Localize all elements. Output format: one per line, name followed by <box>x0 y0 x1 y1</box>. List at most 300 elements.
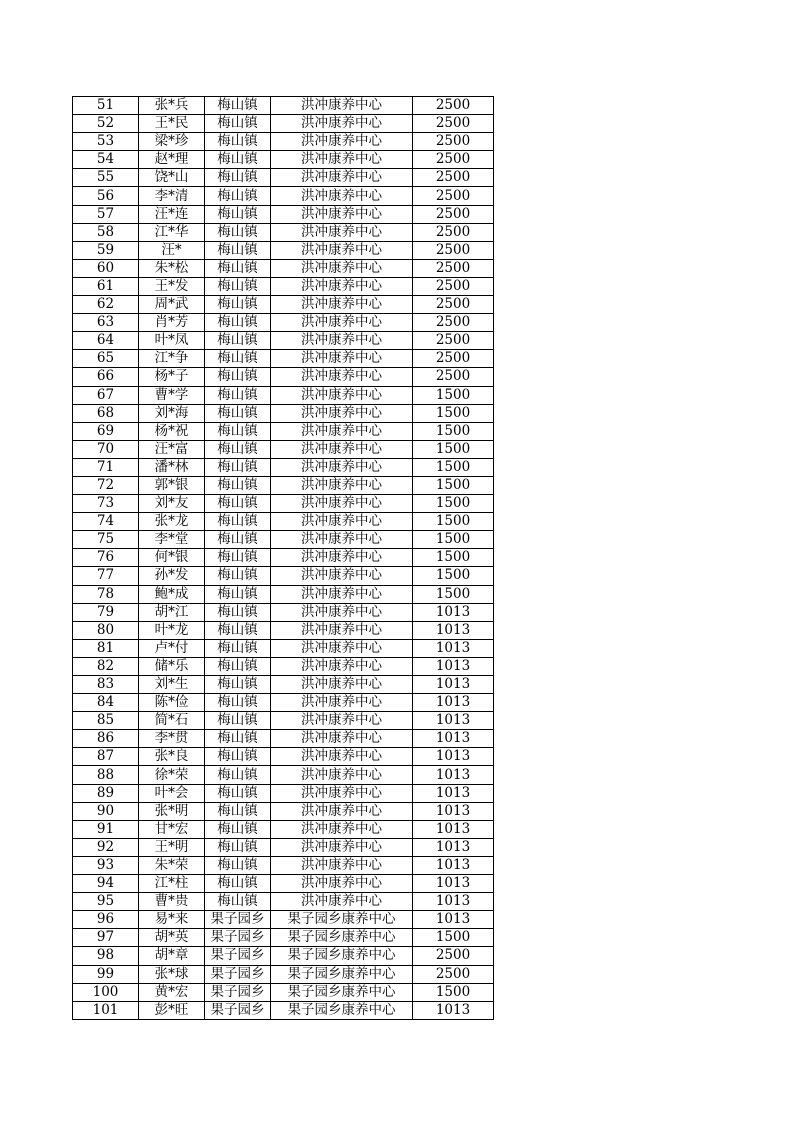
row-number-cell: 94 <box>73 875 139 893</box>
table-row <box>73 603 494 621</box>
table-row <box>73 531 494 549</box>
town-cell: 梅山镇 <box>205 513 271 531</box>
table-row <box>73 205 494 223</box>
row-number-cell: 70 <box>73 440 139 458</box>
table-row <box>73 712 494 730</box>
care-center-cell: 洪冲康养中心 <box>271 513 413 531</box>
name-cell: 叶*会 <box>139 784 205 802</box>
care-center-cell: 洪冲康养中心 <box>271 730 413 748</box>
amount-cell: 1500 <box>413 422 494 440</box>
row-number-cell: 73 <box>73 495 139 513</box>
care-center-cell: 洪冲康养中心 <box>271 820 413 838</box>
care-center-cell: 洪冲康养中心 <box>271 440 413 458</box>
table-row <box>73 748 494 766</box>
amount-cell: 2500 <box>413 151 494 169</box>
care-center-cell: 洪冲康养中心 <box>271 784 413 802</box>
table-row <box>73 187 494 205</box>
table-row <box>73 947 494 965</box>
name-cell: 简*石 <box>139 712 205 730</box>
table-row <box>73 332 494 350</box>
table-row <box>73 368 494 386</box>
town-cell: 梅山镇 <box>205 440 271 458</box>
table-row <box>73 929 494 947</box>
row-number-cell: 82 <box>73 657 139 675</box>
name-cell: 叶*龙 <box>139 621 205 639</box>
row-number-cell: 59 <box>73 241 139 259</box>
name-cell: 肖*芳 <box>139 314 205 332</box>
name-cell: 刘*海 <box>139 404 205 422</box>
row-number-cell: 75 <box>73 531 139 549</box>
row-number-cell: 78 <box>73 585 139 603</box>
amount-cell: 2500 <box>413 223 494 241</box>
row-number-cell: 60 <box>73 259 139 277</box>
town-cell: 梅山镇 <box>205 694 271 712</box>
row-number-cell: 53 <box>73 133 139 151</box>
name-cell: 卢*付 <box>139 639 205 657</box>
table-row <box>73 875 494 893</box>
care-center-cell: 洪冲康养中心 <box>271 205 413 223</box>
table-row <box>73 133 494 151</box>
table-row <box>73 585 494 603</box>
amount-cell: 1013 <box>413 802 494 820</box>
row-number-cell: 85 <box>73 712 139 730</box>
care-center-cell: 洪冲康养中心 <box>271 151 413 169</box>
town-cell: 梅山镇 <box>205 549 271 567</box>
amount-cell: 2500 <box>413 314 494 332</box>
care-center-cell: 洪冲康养中心 <box>271 458 413 476</box>
amount-cell: 1013 <box>413 838 494 856</box>
amount-cell: 1500 <box>413 567 494 585</box>
care-center-cell: 果子园乡康养中心 <box>271 947 413 965</box>
table-row <box>73 259 494 277</box>
table-row <box>73 1001 494 1019</box>
table-row <box>73 838 494 856</box>
care-center-cell: 洪冲康养中心 <box>271 603 413 621</box>
town-cell: 梅山镇 <box>205 639 271 657</box>
row-number-cell: 71 <box>73 458 139 476</box>
town-cell: 梅山镇 <box>205 585 271 603</box>
care-center-cell: 洪冲康养中心 <box>271 495 413 513</box>
name-cell: 易*来 <box>139 911 205 929</box>
name-cell: 曹*学 <box>139 386 205 404</box>
name-cell: 赵*理 <box>139 151 205 169</box>
care-center-cell: 洪冲康养中心 <box>271 549 413 567</box>
care-center-cell: 洪冲康养中心 <box>271 404 413 422</box>
table-row <box>73 422 494 440</box>
name-cell: 李*贯 <box>139 730 205 748</box>
amount-cell: 2500 <box>413 97 494 115</box>
town-cell: 梅山镇 <box>205 296 271 314</box>
table-row <box>73 621 494 639</box>
amount-cell: 2500 <box>413 115 494 133</box>
amount-cell: 2500 <box>413 368 494 386</box>
care-center-cell: 洪冲康养中心 <box>271 585 413 603</box>
row-number-cell: 61 <box>73 277 139 295</box>
row-number-cell: 86 <box>73 730 139 748</box>
row-number-cell: 68 <box>73 404 139 422</box>
table-row <box>73 386 494 404</box>
care-center-cell: 洪冲康养中心 <box>271 187 413 205</box>
row-number-cell: 96 <box>73 911 139 929</box>
amount-cell: 1500 <box>413 458 494 476</box>
table-row <box>73 476 494 494</box>
care-center-cell: 洪冲康养中心 <box>271 277 413 295</box>
name-cell: 曹*贵 <box>139 893 205 911</box>
town-cell: 梅山镇 <box>205 766 271 784</box>
town-cell: 梅山镇 <box>205 115 271 133</box>
care-center-cell: 洪冲康养中心 <box>271 712 413 730</box>
row-number-cell: 100 <box>73 983 139 1001</box>
table-row <box>73 730 494 748</box>
row-number-cell: 98 <box>73 947 139 965</box>
name-cell: 王*民 <box>139 115 205 133</box>
care-center-cell: 果子园乡康养中心 <box>271 965 413 983</box>
town-cell: 梅山镇 <box>205 730 271 748</box>
table-row <box>73 314 494 332</box>
name-cell: 江*争 <box>139 350 205 368</box>
table-row <box>73 549 494 567</box>
name-cell: 张*良 <box>139 748 205 766</box>
name-cell: 饶*山 <box>139 169 205 187</box>
care-center-cell: 洪冲康养中心 <box>271 350 413 368</box>
amount-cell: 1013 <box>413 621 494 639</box>
town-cell: 梅山镇 <box>205 820 271 838</box>
name-cell: 王*发 <box>139 277 205 295</box>
town-cell: 梅山镇 <box>205 223 271 241</box>
row-number-cell: 55 <box>73 169 139 187</box>
town-cell: 果子园乡 <box>205 911 271 929</box>
row-number-cell: 66 <box>73 368 139 386</box>
name-cell: 彭*旺 <box>139 1001 205 1019</box>
name-cell: 叶*凤 <box>139 332 205 350</box>
town-cell: 梅山镇 <box>205 386 271 404</box>
table-row <box>73 567 494 585</box>
amount-cell: 1500 <box>413 549 494 567</box>
name-cell: 梁*珍 <box>139 133 205 151</box>
town-cell: 梅山镇 <box>205 133 271 151</box>
town-cell: 果子园乡 <box>205 965 271 983</box>
name-cell: 刘*生 <box>139 676 205 694</box>
amount-cell: 2500 <box>413 241 494 259</box>
row-number-cell: 93 <box>73 856 139 874</box>
amount-cell: 1013 <box>413 820 494 838</box>
table-row <box>73 115 494 133</box>
town-cell: 梅山镇 <box>205 277 271 295</box>
care-center-cell: 洪冲康养中心 <box>271 838 413 856</box>
care-center-cell: 洪冲康养中心 <box>271 657 413 675</box>
row-number-cell: 51 <box>73 97 139 115</box>
town-cell: 梅山镇 <box>205 657 271 675</box>
amount-cell: 1013 <box>413 712 494 730</box>
name-cell: 杨*子 <box>139 368 205 386</box>
care-center-cell: 果子园乡康养中心 <box>271 983 413 1001</box>
row-number-cell: 84 <box>73 694 139 712</box>
amount-cell: 1500 <box>413 929 494 947</box>
amount-cell: 1013 <box>413 603 494 621</box>
name-cell: 周*武 <box>139 296 205 314</box>
row-number-cell: 97 <box>73 929 139 947</box>
amount-cell: 2500 <box>413 259 494 277</box>
town-cell: 梅山镇 <box>205 893 271 911</box>
name-cell: 何*银 <box>139 549 205 567</box>
care-center-cell: 洪冲康养中心 <box>271 875 413 893</box>
row-number-cell: 91 <box>73 820 139 838</box>
amount-cell: 1500 <box>413 386 494 404</box>
amount-cell: 1013 <box>413 875 494 893</box>
amount-cell: 1500 <box>413 495 494 513</box>
table-row <box>73 766 494 784</box>
amount-cell: 1013 <box>413 766 494 784</box>
town-cell: 梅山镇 <box>205 838 271 856</box>
roster-table <box>72 96 494 1020</box>
row-number-cell: 74 <box>73 513 139 531</box>
care-center-cell: 洪冲康养中心 <box>271 531 413 549</box>
town-cell: 梅山镇 <box>205 151 271 169</box>
name-cell: 刘*友 <box>139 495 205 513</box>
care-center-cell: 洪冲康养中心 <box>271 169 413 187</box>
amount-cell: 2500 <box>413 965 494 983</box>
amount-cell: 1013 <box>413 676 494 694</box>
care-center-cell: 果子园乡康养中心 <box>271 929 413 947</box>
town-cell: 梅山镇 <box>205 332 271 350</box>
town-cell: 梅山镇 <box>205 531 271 549</box>
row-number-cell: 76 <box>73 549 139 567</box>
row-number-cell: 72 <box>73 476 139 494</box>
amount-cell: 1500 <box>413 513 494 531</box>
table-row <box>73 820 494 838</box>
row-number-cell: 52 <box>73 115 139 133</box>
name-cell: 江*柱 <box>139 875 205 893</box>
amount-cell: 2500 <box>413 187 494 205</box>
town-cell: 梅山镇 <box>205 205 271 223</box>
care-center-cell: 洪冲康养中心 <box>271 97 413 115</box>
amount-cell: 1500 <box>413 585 494 603</box>
name-cell: 孙*发 <box>139 567 205 585</box>
care-center-cell: 洪冲康养中心 <box>271 567 413 585</box>
row-number-cell: 92 <box>73 838 139 856</box>
town-cell: 梅山镇 <box>205 187 271 205</box>
town-cell: 梅山镇 <box>205 603 271 621</box>
amount-cell: 1013 <box>413 911 494 929</box>
table-row <box>73 893 494 911</box>
care-center-cell: 果子园乡康养中心 <box>271 1001 413 1019</box>
row-number-cell: 88 <box>73 766 139 784</box>
town-cell: 梅山镇 <box>205 241 271 259</box>
amount-cell: 2500 <box>413 205 494 223</box>
row-number-cell: 57 <box>73 205 139 223</box>
table-row <box>73 784 494 802</box>
amount-cell: 1013 <box>413 893 494 911</box>
care-center-cell: 洪冲康养中心 <box>271 115 413 133</box>
table-row <box>73 639 494 657</box>
amount-cell: 1013 <box>413 748 494 766</box>
row-number-cell: 95 <box>73 893 139 911</box>
care-center-cell: 洪冲康养中心 <box>271 133 413 151</box>
row-number-cell: 69 <box>73 422 139 440</box>
name-cell: 黄*宏 <box>139 983 205 1001</box>
town-cell: 梅山镇 <box>205 802 271 820</box>
amount-cell: 1500 <box>413 983 494 1001</box>
row-number-cell: 83 <box>73 676 139 694</box>
amount-cell: 2500 <box>413 947 494 965</box>
care-center-cell: 洪冲康养中心 <box>271 676 413 694</box>
table-row <box>73 241 494 259</box>
row-number-cell: 63 <box>73 314 139 332</box>
row-number-cell: 101 <box>73 1001 139 1019</box>
amount-cell: 2500 <box>413 133 494 151</box>
row-number-cell: 65 <box>73 350 139 368</box>
amount-cell: 1013 <box>413 856 494 874</box>
name-cell: 鲍*成 <box>139 585 205 603</box>
table-row <box>73 404 494 422</box>
row-number-cell: 89 <box>73 784 139 802</box>
care-center-cell: 洪冲康养中心 <box>271 386 413 404</box>
name-cell: 陈*俭 <box>139 694 205 712</box>
care-center-cell: 果子园乡康养中心 <box>271 911 413 929</box>
table-row <box>73 802 494 820</box>
town-cell: 梅山镇 <box>205 169 271 187</box>
amount-cell: 1013 <box>413 639 494 657</box>
name-cell: 杨*祝 <box>139 422 205 440</box>
town-cell: 梅山镇 <box>205 404 271 422</box>
amount-cell: 1500 <box>413 531 494 549</box>
town-cell: 梅山镇 <box>205 97 271 115</box>
table-row <box>73 97 494 115</box>
amount-cell: 1013 <box>413 730 494 748</box>
care-center-cell: 洪冲康养中心 <box>271 314 413 332</box>
care-center-cell: 洪冲康养中心 <box>271 332 413 350</box>
table-row <box>73 277 494 295</box>
table-row <box>73 151 494 169</box>
town-cell: 梅山镇 <box>205 567 271 585</box>
row-number-cell: 56 <box>73 187 139 205</box>
row-number-cell: 79 <box>73 603 139 621</box>
name-cell: 李*堂 <box>139 531 205 549</box>
table-row <box>73 458 494 476</box>
town-cell: 梅山镇 <box>205 676 271 694</box>
row-number-cell: 90 <box>73 802 139 820</box>
table-row <box>73 350 494 368</box>
town-cell: 果子园乡 <box>205 929 271 947</box>
row-number-cell: 87 <box>73 748 139 766</box>
town-cell: 梅山镇 <box>205 875 271 893</box>
town-cell: 梅山镇 <box>205 259 271 277</box>
amount-cell: 2500 <box>413 350 494 368</box>
table-row <box>73 223 494 241</box>
name-cell: 胡*江 <box>139 603 205 621</box>
care-center-cell: 洪冲康养中心 <box>271 766 413 784</box>
name-cell: 张*球 <box>139 965 205 983</box>
table-row <box>73 169 494 187</box>
table-row <box>73 657 494 675</box>
amount-cell: 2500 <box>413 169 494 187</box>
row-number-cell: 77 <box>73 567 139 585</box>
row-number-cell: 80 <box>73 621 139 639</box>
row-number-cell: 58 <box>73 223 139 241</box>
amount-cell: 2500 <box>413 277 494 295</box>
town-cell: 果子园乡 <box>205 1001 271 1019</box>
name-cell: 胡*英 <box>139 929 205 947</box>
amount-cell: 1013 <box>413 657 494 675</box>
table-row <box>73 965 494 983</box>
table-row <box>73 694 494 712</box>
row-number-cell: 67 <box>73 386 139 404</box>
name-cell: 汪* <box>139 241 205 259</box>
care-center-cell: 洪冲康养中心 <box>271 259 413 277</box>
amount-cell: 1013 <box>413 1001 494 1019</box>
town-cell: 梅山镇 <box>205 784 271 802</box>
table-row <box>73 983 494 1001</box>
town-cell: 梅山镇 <box>205 748 271 766</box>
care-center-cell: 洪冲康养中心 <box>271 476 413 494</box>
table-row <box>73 676 494 694</box>
care-center-cell: 洪冲康养中心 <box>271 893 413 911</box>
name-cell: 潘*林 <box>139 458 205 476</box>
town-cell: 梅山镇 <box>205 458 271 476</box>
town-cell: 梅山镇 <box>205 314 271 332</box>
name-cell: 朱*松 <box>139 259 205 277</box>
town-cell: 梅山镇 <box>205 368 271 386</box>
amount-cell: 1013 <box>413 694 494 712</box>
town-cell: 果子园乡 <box>205 947 271 965</box>
row-number-cell: 81 <box>73 639 139 657</box>
amount-cell: 2500 <box>413 332 494 350</box>
care-center-cell: 洪冲康养中心 <box>271 422 413 440</box>
table-row <box>73 296 494 314</box>
name-cell: 汪*连 <box>139 205 205 223</box>
town-cell: 梅山镇 <box>205 422 271 440</box>
care-center-cell: 洪冲康养中心 <box>271 802 413 820</box>
amount-cell: 1500 <box>413 404 494 422</box>
table-row <box>73 513 494 531</box>
table-row <box>73 440 494 458</box>
name-cell: 储*乐 <box>139 657 205 675</box>
care-center-cell: 洪冲康养中心 <box>271 639 413 657</box>
town-cell: 梅山镇 <box>205 621 271 639</box>
name-cell: 王*明 <box>139 838 205 856</box>
name-cell: 张*兵 <box>139 97 205 115</box>
table-row <box>73 856 494 874</box>
name-cell: 胡*章 <box>139 947 205 965</box>
town-cell: 梅山镇 <box>205 476 271 494</box>
care-center-cell: 洪冲康养中心 <box>271 856 413 874</box>
amount-cell: 2500 <box>413 296 494 314</box>
care-center-cell: 洪冲康养中心 <box>271 748 413 766</box>
name-cell: 李*清 <box>139 187 205 205</box>
row-number-cell: 62 <box>73 296 139 314</box>
town-cell: 梅山镇 <box>205 712 271 730</box>
name-cell: 朱*荣 <box>139 856 205 874</box>
row-number-cell: 99 <box>73 965 139 983</box>
amount-cell: 1500 <box>413 476 494 494</box>
town-cell: 梅山镇 <box>205 495 271 513</box>
name-cell: 徐*荣 <box>139 766 205 784</box>
care-center-cell: 洪冲康养中心 <box>271 241 413 259</box>
table-row <box>73 911 494 929</box>
care-center-cell: 洪冲康养中心 <box>271 621 413 639</box>
name-cell: 张*明 <box>139 802 205 820</box>
name-cell: 郭*银 <box>139 476 205 494</box>
care-center-cell: 洪冲康养中心 <box>271 694 413 712</box>
name-cell: 张*龙 <box>139 513 205 531</box>
table-row <box>73 495 494 513</box>
amount-cell: 1500 <box>413 440 494 458</box>
town-cell: 果子园乡 <box>205 983 271 1001</box>
name-cell: 江*华 <box>139 223 205 241</box>
roster-body <box>73 97 494 1020</box>
row-number-cell: 64 <box>73 332 139 350</box>
row-number-cell: 54 <box>73 151 139 169</box>
